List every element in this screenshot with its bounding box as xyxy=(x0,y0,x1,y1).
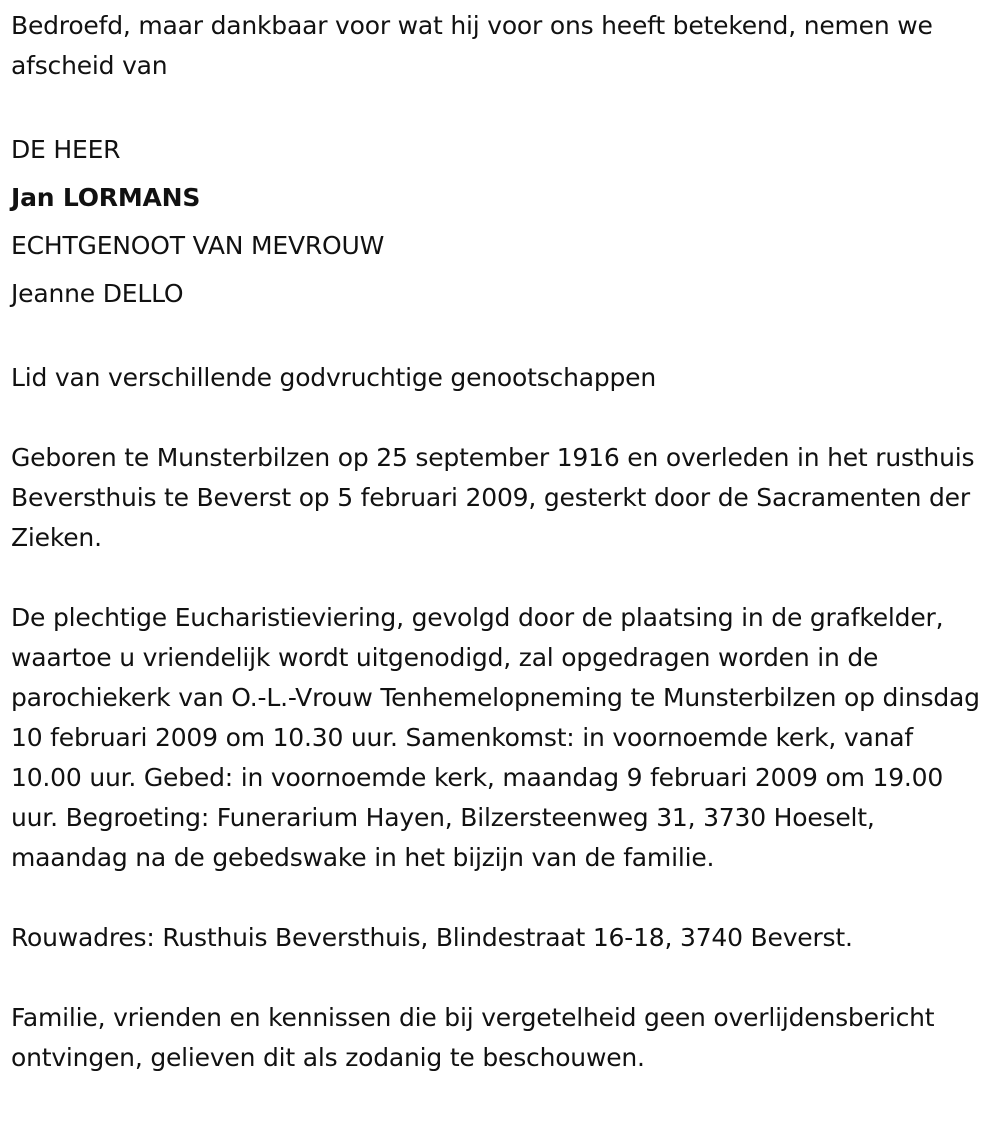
deceased-name: Jan LORMANS xyxy=(11,183,201,212)
spouse-label: ECHTGENOOT VAN MEVROUW xyxy=(11,231,385,260)
title-prefix: DE HEER xyxy=(11,135,121,164)
spacer xyxy=(11,398,991,438)
closing-text: Familie, vrienden en kennissen die bij vergetelheid geen overlijdensbericht ontvingen, gelieven dit als zodanig te beschouwen. xyxy=(11,1003,935,1072)
spouse-name: Jeanne DELLO xyxy=(11,279,184,308)
membership-text: Lid van verschillende godvruchtige genootschappen xyxy=(11,363,656,392)
obituary-notice xyxy=(11,6,991,1078)
spacer xyxy=(11,86,991,126)
ceremony-text: De plechtige Eucharistieviering, gevolgd door de plaatsing in de grafkelder, waartoe u vriendelijk wordt uitgenodigd, zal opgedragen worden in de parochiekerk van O.-L.-Vrouw Tenhemelopneming te Munsterbilzen op dinsdag 10 februari 2009 om 10.30 uur. Samenkomst: in voornoemde kerk, vanaf 10.00 uur. Gebed: in voornoemde kerk, maandag 9 februari 2009 om 19.00 uur. Begroeting: Funerarium Hayen, Bilzersteenweg 31, 3730 Hoeselt, maandag na de gebedswake in het bijzijn van de familie. xyxy=(11,603,980,872)
spacer xyxy=(11,558,991,598)
intro-text: Bedroefd, maar dankbaar voor wat hij voor ons heeft betekend, nemen we afscheid van xyxy=(11,11,933,80)
birth-death-text: Geboren te Munsterbilzen op 25 september 1916 en overleden in het rusthuis Beversthuis te Beverst op 5 februari 2009, gesterkt door de Sacramenten der Zieken. xyxy=(11,443,975,552)
mourning-address: Rouwadres: Rusthuis Beversthuis, Blindestraat 16-18, 3740 Beverst. xyxy=(11,923,853,952)
spacer xyxy=(11,878,991,918)
spacer xyxy=(11,958,991,998)
spacer xyxy=(11,318,991,358)
